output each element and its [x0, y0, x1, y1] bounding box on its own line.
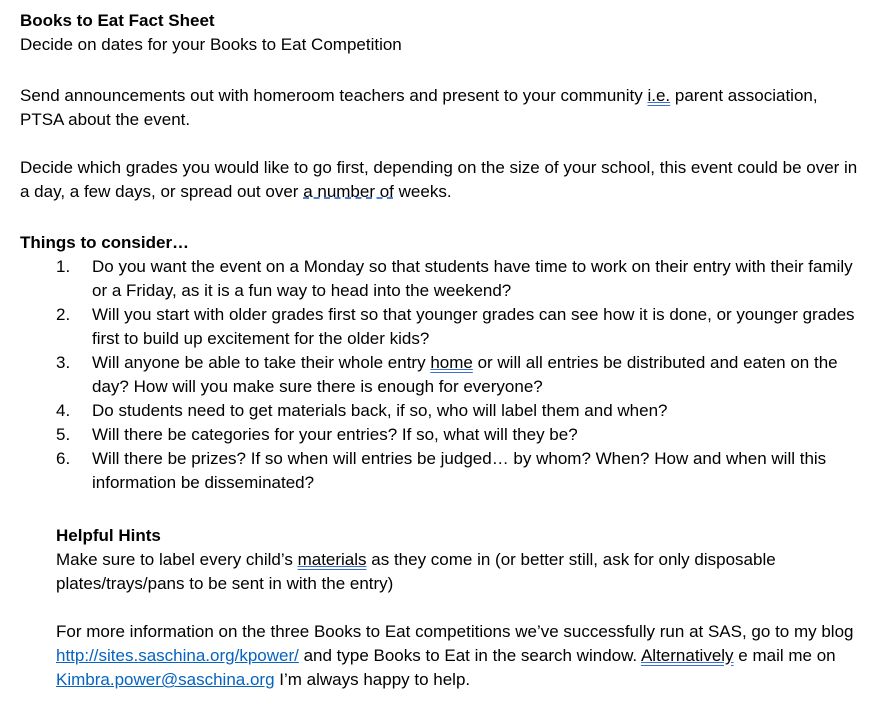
header-block	[20, 9, 860, 57]
list-item-number: 6.	[56, 449, 71, 468]
more-info-text-3: e mail me on	[733, 646, 836, 665]
consider-heading: Things to consider…	[20, 233, 190, 252]
list-item-text: Do students need to get materials back, if so, who will label them and when?	[92, 401, 668, 420]
hints-section	[56, 524, 860, 596]
hints-marked-text: materials	[297, 550, 367, 569]
announce-text-before: Send announcements out with homeroom teachers and present to your community	[20, 86, 648, 105]
list-item-text: Will you start with older grades first so that younger grades can see how it is done, or younger grades first to build up excitement for the older kids?	[92, 305, 855, 348]
grades-marked-text: a number of	[303, 182, 394, 201]
grades-text-before: Decide which grades you would like to go first, depending on the size of your school, this event could be over in a day, a few days, or spread out over	[20, 158, 858, 201]
grades-text-after: weeks.	[393, 182, 452, 201]
list-item-number: 2.	[56, 305, 71, 324]
list-item-number: 4.	[56, 401, 71, 420]
list-item-number: 1.	[56, 257, 71, 276]
list-item-text-after: or will all entries be distributed and eaten on the day? How will you make sure there is enough for everyone?	[92, 353, 838, 396]
consider-section	[20, 231, 860, 495]
list-item-text-before: Will anyone be able to take their whole entry	[92, 353, 431, 372]
grades-paragraph	[20, 156, 860, 204]
announce-paragraph	[20, 84, 860, 132]
hints-text-after: as they come in (or better still, ask for only disposable plates/trays/pans to be sent in with the entry)	[56, 550, 776, 593]
list-item	[20, 447, 860, 495]
consider-list	[20, 255, 860, 495]
intro-line: Decide on dates for your Books to Eat Competition	[20, 35, 402, 54]
list-item-text: Will there be prizes? If so when will entries be judged… by whom? When? How and when will this information be disseminated?	[92, 449, 827, 492]
list-item	[20, 255, 860, 303]
more-info-paragraph	[56, 620, 860, 692]
list-item	[20, 303, 860, 351]
blog-link[interactable]: http://sites.saschina.org/kpower/	[56, 646, 299, 665]
list-item-marked-text: home	[430, 353, 473, 372]
list-item-number: 5.	[56, 425, 71, 444]
alternatively-word: Alternatively	[640, 646, 734, 665]
hints-heading: Helpful Hints	[56, 526, 161, 545]
list-item	[20, 399, 860, 423]
more-info-text-4: I’m always happy to help.	[274, 670, 471, 689]
list-item-text: Do you want the event on a Monday so that students have time to work on their entry with their family or a Friday, as it is a fun way to head into the weekend?	[92, 257, 853, 300]
list-item	[20, 351, 860, 399]
more-info-text-1: For more information on the three Books to Eat competitions we’ve successfully run at SAS, go to my blog	[56, 622, 854, 641]
announce-marked-text: i.e.	[647, 86, 671, 105]
more-info-text-2: and type Books to Eat in the search window.	[298, 646, 641, 665]
announce-text-after: parent association, PTSA about the event.	[20, 86, 818, 129]
email-link[interactable]: Kimbra.power@saschina.org	[56, 670, 275, 689]
page-title: Books to Eat Fact Sheet	[20, 11, 215, 30]
list-item	[20, 423, 860, 447]
hints-text-before: Make sure to label every child’s	[56, 550, 298, 569]
list-item-text: Will there be categories for your entries? If so, what will they be?	[92, 425, 578, 444]
list-item-number: 3.	[56, 353, 71, 372]
